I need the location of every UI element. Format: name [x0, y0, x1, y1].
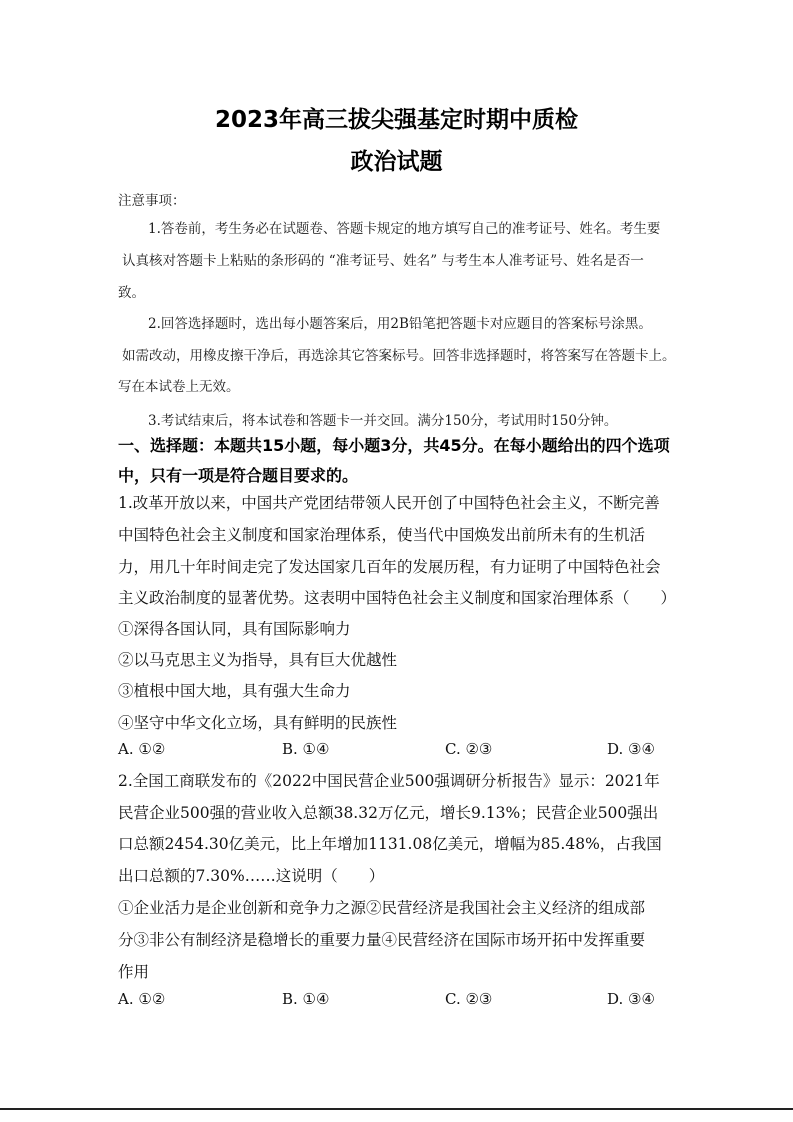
- answer-option-c: C. ②③: [445, 740, 493, 758]
- notice-line: 如需改动，用橡皮擦干净后，再选涂其它答案标号。回答非选择题时，将答案写在答题卡上。: [122, 348, 676, 364]
- answer-option-c: C. ②③: [445, 990, 493, 1008]
- question-stem-line: 出口总额的7.30%……这说明（ ）: [118, 867, 385, 885]
- notice-line: 3.考试结束后，将本试卷和答题卡一并交回。满分150分，考试用时150分钟。: [148, 413, 618, 429]
- statement-item: ②以马克思主义为指导，具有巨大优越性: [118, 651, 398, 669]
- question-stem-line: 1.改革开放以来，中国共产党团结带领人民开创了中国特色社会主义，不断完善: [118, 494, 660, 512]
- section-heading-line: 中，只有一项是符合题目要求的。: [118, 466, 359, 485]
- notice-line: 1.答卷前，考生务必在试题卷、答题卡规定的地方填写自己的准考证号、姓名。考生要: [148, 221, 661, 237]
- statement-item: ③植根中国大地，具有强大生命力: [118, 682, 351, 700]
- answer-option-a: A. ①②: [118, 990, 166, 1008]
- answer-option-a: A. ①②: [118, 740, 166, 758]
- notice-heading: 注意事项：: [118, 193, 186, 209]
- question-stem-line: 中国特色社会主义制度和国家治理体系，使当代中国焕发出前所未有的生机活: [118, 526, 646, 544]
- page-bottom-rule: [0, 1108, 793, 1110]
- notice-line: 致。: [118, 285, 145, 301]
- question-stem-line: 2.全国工商联发布的《2022中国民营企业500强调研分析报告》显示：2021年: [118, 772, 660, 790]
- notice-line: 写在本试卷上无效。: [118, 379, 240, 395]
- question-stem-line: 力，用几十年时间走完了发达国家几百年的发展历程，有力证明了中国特色社会: [118, 558, 661, 576]
- statement-item: ①企业活力是企业创新和竞争力之源②民营经济是我国社会主义经济的组成部: [118, 899, 646, 917]
- statement-item: ④坚守中华文化立场，具有鲜明的民族性: [118, 714, 398, 732]
- exam-subtitle: 政治试题: [350, 149, 443, 175]
- answer-option-b: B. ①④: [282, 740, 330, 758]
- statement-item: 作用: [118, 963, 150, 981]
- notice-line: 2.回答选择题时，选出每小题答案后，用2B铅笔把答题卡对应题目的答案标号涂黑。: [148, 316, 652, 332]
- question-stem-line: 民营企业500强的营业收入总额38.32万亿元，增长9.13%；民营企业500强出: [118, 804, 659, 822]
- statement-item: 分③非公有制经济是稳增长的重要力量④民营经济在国际市场开拓中发挥重要: [118, 931, 646, 949]
- statement-item: ①深得各国认同，具有国际影响力: [118, 620, 351, 638]
- question-stem-line: 口总额2454.30亿美元，比上年增加1131.08亿美元，增幅为85.48%，占我国: [118, 835, 662, 853]
- answer-option-b: B. ①④: [282, 990, 330, 1008]
- answer-option-d: D. ③④: [607, 990, 655, 1008]
- section-heading-line: 一、选择题：本题共15小题，每小题3分，共45分。在每小题给出的四个选项: [118, 436, 670, 455]
- exam-title: 2023年高三拔尖强基定时期中质检: [214, 107, 578, 133]
- answer-option-d: D. ③④: [607, 740, 655, 758]
- notice-line: 认真核对答题卡上粘贴的条形码的 “准考证号、姓名” 与考生本人准考证号、姓名是否一: [122, 253, 644, 269]
- question-stem-line: 主义政治制度的显著优势。这表明中国特色社会主义制度和国家治理体系（ ）: [118, 589, 677, 607]
